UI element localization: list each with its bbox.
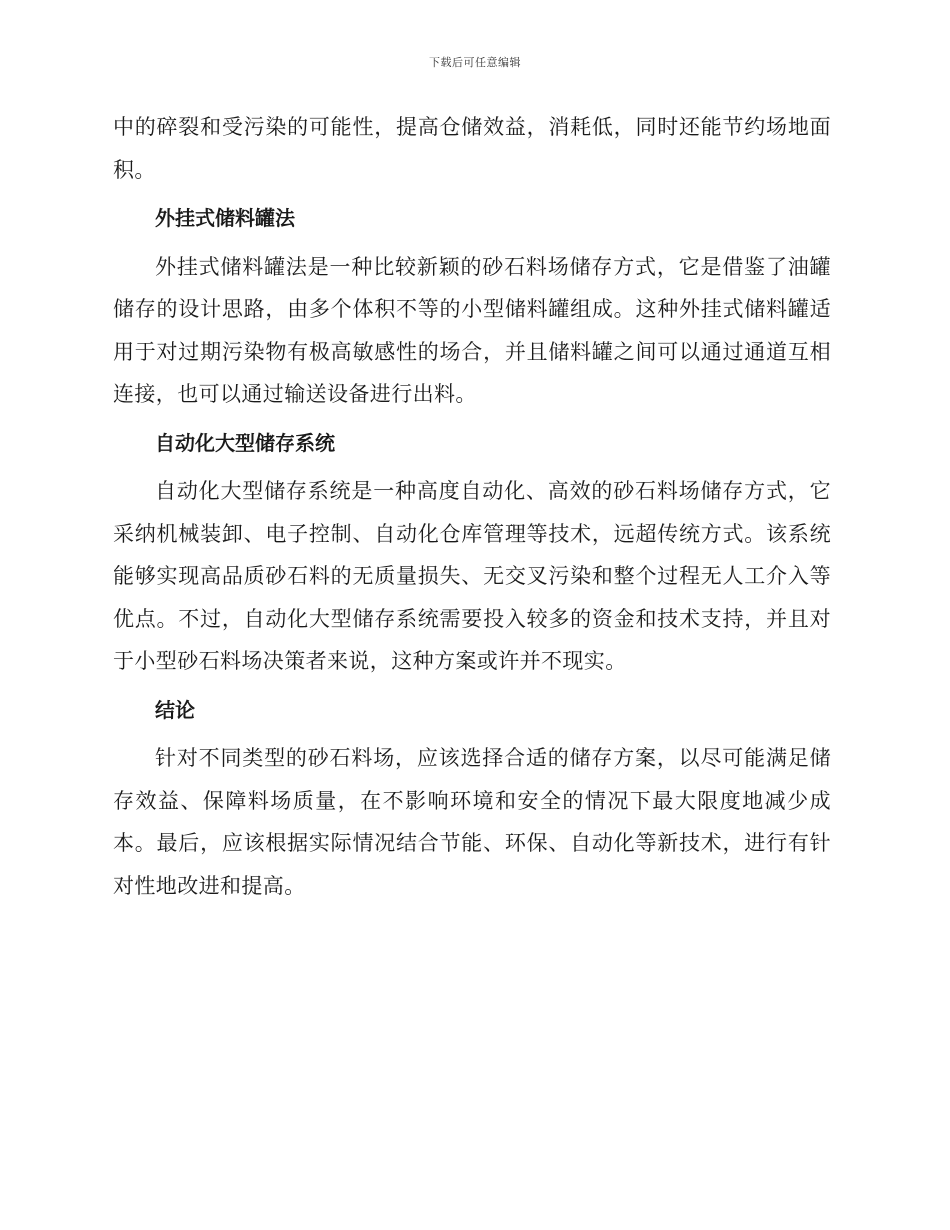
intro-continuation-paragraph: 中的碎裂和受污染的可能性，提高仓储效益，消耗低，同时还能节约场地面积。 [113,115,831,182]
section-paragraph-external-tank: 外挂式储料罐法是一种比较新颖的砂石料场储存方式，它是借鉴了油罐储存的设计思路，由多个体积不等的小型储料罐组成。这种外挂式储料罐适用于对过期污染物有极高敏感性的场合，并且储料罐之间可以通过通道互相连接，也可以通过输送设备进行出料。 [113,254,831,406]
page-header: 下载后可任意编辑 [429,56,521,69]
section-paragraph-automated-storage: 自动化大型储存系统是一种高度自动化、高效的砂石料场储存方式，它采纳机械装卸、电子控制、自动化仓库管理等技术，远超传统方式。该系统能够实现高品质砂石料的无质量损失、无交叉污染和整个过程无人工介入等优点。不过，自动化大型储存系统需要投入较多的资金和技术支持，并且对于小型砂石料场决策者来说，这种方案或许并不现实。 [113,479,831,673]
section-paragraph-conclusion: 针对不同类型的砂石料场，应该选择合适的储存方案，以尽可能满足储存效益、保障料场质量，在不影响环境和安全的情况下最大限度地减少成本。最后，应该根据实际情况结合节能、环保、自动化等新技术，进行有针对性地改进和提高。 [113,746,831,898]
section-heading-conclusion: 结论 [155,697,195,722]
document-body [113,106,831,907]
section-heading-external-tank: 外挂式储料罐法 [155,206,295,230]
section-heading-automated-storage: 自动化大型储存系统 [155,430,335,455]
